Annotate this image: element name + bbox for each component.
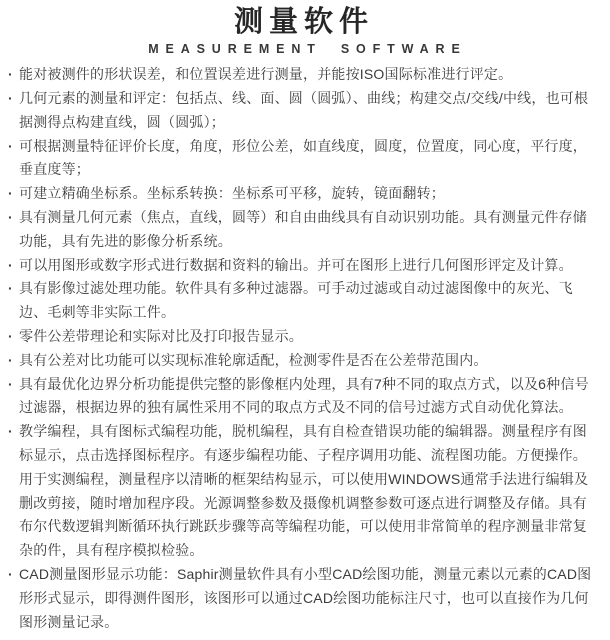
feature-item: · 教学编程，具有图标式编程功能，脱机编程，具有自检查错误功能的编辑器。测量程序有图标显示，点击选择图标程序。有逐步编程功能、子程序调用功能、流程图功能。方便操作。用于实测编程，测量程序以清晰的框架结构显示，可以使用WINDOWS通常手法进行编辑及删改剪接，随时增加程序段。光源调整参数及摄像机调整参数可逐点进行调整及存储。具有布尔代数逻辑判断循环执行跳跃步骤等高等编程功能，可以使用非常简单的程序测量非常复杂的件，具有程序模拟检验。: [8, 420, 600, 563]
feature-list: [8, 63, 600, 634]
feature-item: · CAD测量图形显示功能：Saphir测量软件具有小型CAD绘图功能，测量元素以元素的CAD图形形式显示，即得测件图形，该图形可以通过CAD绘图功能标注尺寸，也可以直接作为几何图形测量记录。: [8, 563, 600, 634]
feature-item: · 可建立精确坐标系。坐标系转换：坐标系可平移，旋转，镜面翻转；: [8, 182, 600, 206]
feature-item: · 几何元素的测量和评定：包括点、线、面、圆（圆弧）、曲线；构建交点/交线/中线，也可根据测得点构建直线，圆（圆弧）；: [8, 87, 600, 135]
feature-item: · 具有测量几何元素（焦点，直线，圆等）和自由曲线具有自动识别功能。具有测量元件存储功能，具有先进的影像分析系统。: [8, 206, 600, 254]
header: [8, 4, 600, 56]
feature-item: · 零件公差带理论和实际对比及打印报告显示。: [8, 325, 600, 349]
feature-item: · 具有公差对比功能可以实现标准轮廓适配，检测零件是否在公差带范围内。: [8, 349, 600, 373]
feature-item: · 具有影像过滤处理功能。软件具有多种过滤器。可手动过滤或自动过滤图像中的灰光、飞边、毛刺等非实际工件。: [8, 277, 600, 325]
feature-item: · 可根据测量特征评价长度，角度，形位公差，如直线度，圆度，位置度，同心度，平行度，垂直度等；: [8, 135, 600, 183]
page-subtitle: MEASUREMENT SOFTWARE: [148, 42, 467, 57]
feature-item: · 能对被测件的形状误差，和位置误差进行测量，并能按ISO国际标准进行评定。: [8, 63, 600, 87]
feature-item: · 具有最优化边界分析功能提供完整的影像框内处理，具有7种不同的取点方式，以及6种信号过滤器，根据边界的独有属性采用不同的取点方式及不同的信号过滤方式自动优化算法。: [8, 373, 600, 421]
page-title: 测量软件: [233, 6, 374, 38]
feature-item: · 可以用图形或数字形式进行数据和资料的输出。并可在图形上进行几何图形评定及计算。: [8, 254, 600, 278]
